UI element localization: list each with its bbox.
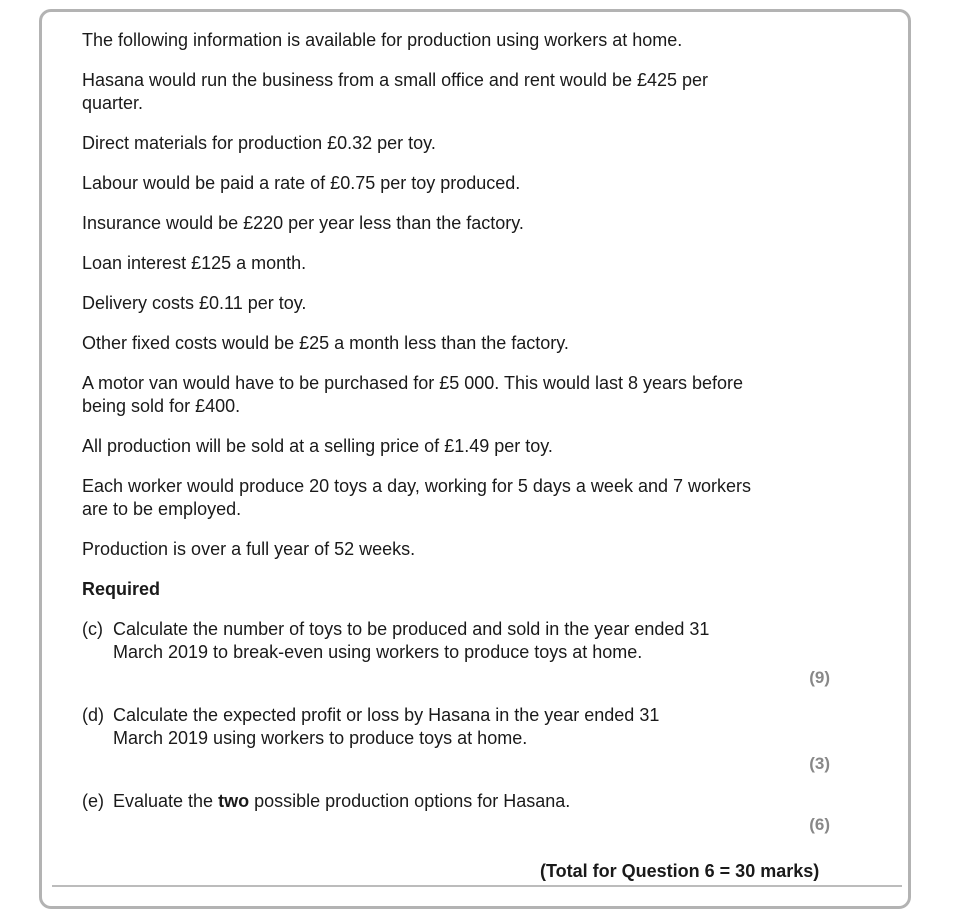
info-line-labour: Labour would be paid a rate of £0.75 per toy produced.	[82, 173, 521, 193]
question-c-label: (c)	[82, 619, 103, 639]
info-line-selling-price: All production will be sold at a selling price of £1.49 per toy.	[82, 436, 553, 456]
question-c-text: Calculate the number of toys to be produced and sold in the year ended 31 March 2019 to break-even using workers to produce toys at home.	[113, 619, 710, 662]
question-e-label: (e)	[82, 791, 104, 811]
question-c	[82, 618, 842, 704]
question-e-text-end: possible production options for Hasana.	[249, 791, 571, 811]
bottom-rule	[52, 885, 902, 887]
question-e-text-start: Evaluate the	[113, 791, 219, 811]
info-line-production-period: Production is over a full year of 52 weeks.	[82, 539, 416, 559]
question-content	[82, 29, 842, 850]
info-line-workers: Each worker would produce 20 toys a day, working for 5 days a week and 7 workers are to be employed.	[82, 476, 752, 519]
question-e-marks: (6)	[809, 815, 830, 834]
info-line-materials: Direct materials for production £0.32 per toy.	[82, 133, 436, 153]
question-d-marks: (3)	[809, 754, 830, 773]
question-c-marks: (9)	[809, 668, 830, 687]
intro-text: The following information is available for production using workers at home.	[82, 30, 683, 50]
info-line-insurance: Insurance would be £220 per year less than the factory.	[82, 213, 524, 233]
info-line-rent: Hasana would run the business from a small office and rent would be £425 per quarter.	[82, 70, 709, 113]
question-e-text-emphasis: two	[218, 791, 250, 811]
question-d-text: Calculate the expected profit or loss by Hasana in the year ended 31 March 2019 using workers to produce toys at home.	[113, 705, 660, 748]
info-line-motor-van: A motor van would have to be purchased for £5 000. This would last 8 years before being sold for £400.	[82, 373, 744, 416]
info-line-other-fixed: Other fixed costs would be £25 a month less than the factory.	[82, 333, 569, 353]
info-line-delivery: Delivery costs £0.11 per toy.	[82, 293, 307, 313]
question-total-marks: (Total for Question 6 = 30 marks)	[540, 861, 820, 881]
info-line-loan-interest: Loan interest £125 a month.	[82, 253, 307, 273]
required-heading: Required	[82, 579, 161, 599]
question-e	[82, 790, 842, 850]
question-e-text	[113, 790, 753, 813]
question-d-label: (d)	[82, 705, 104, 725]
question-d	[82, 704, 842, 790]
